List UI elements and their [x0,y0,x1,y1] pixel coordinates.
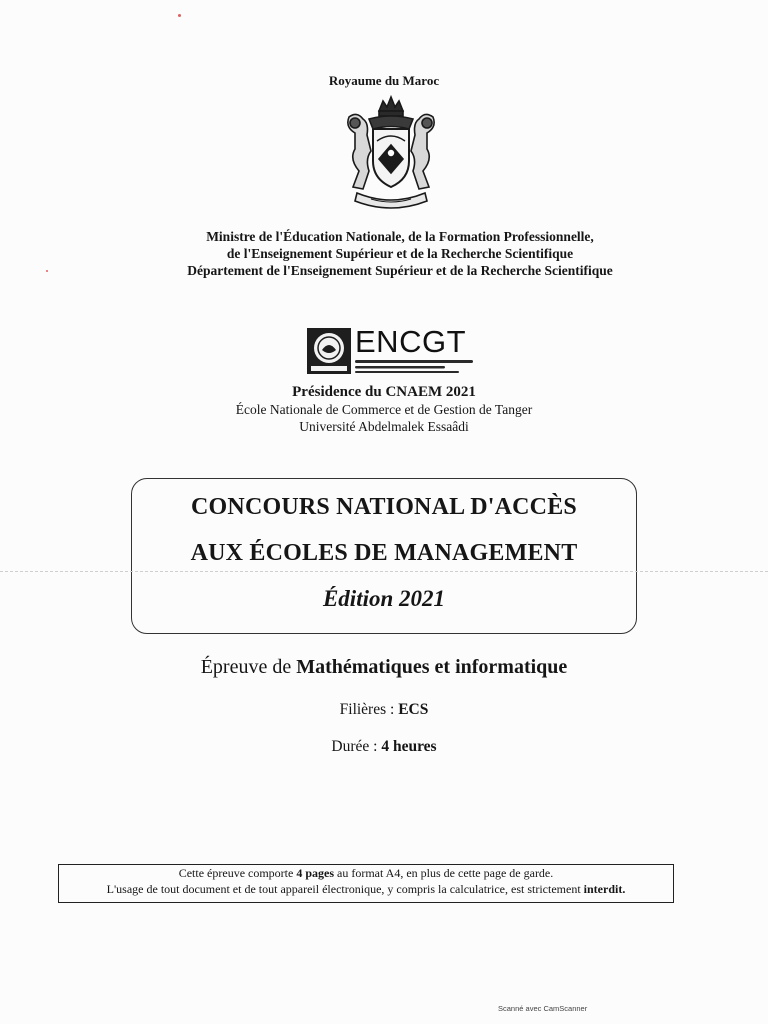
encgt-arabic-script-icon [355,358,475,376]
filieres-label: Filières : [339,701,395,718]
encgt-logo [307,324,482,378]
moroccan-coat-of-arms-icon [335,93,447,215]
scanner-watermark: Scanné avec CamScanner [498,1004,588,1013]
school-name: École Nationale de Commerce et de Gestion de Tanger [235,402,533,417]
ministry-line: Département de l'Enseignement Supérieur et de la Recherche Scientifique [187,263,613,278]
filieres-line [0,701,768,719]
notice-text: L'usage de tout document et de tout appareil électronique, y compris la calculatrice, est strictement [106,882,581,896]
notice-line-2 [58,882,674,897]
notice-text: Cette épreuve comporte [178,866,294,880]
exam-subject-prefix: Épreuve de [200,656,292,678]
exam-subject [0,656,768,679]
scan-streak [0,571,768,572]
encgt-seal-icon [307,328,351,374]
filieres-value: ECS [398,701,429,718]
exam-subject-name: Mathématiques et informatique [296,656,568,678]
scan-speck [46,270,48,272]
ministry-block [150,228,650,279]
notice-forbidden: interdit. [583,882,626,896]
kingdom-heading: Royaume du Maroc [328,73,440,88]
notice-text: au format A4, en plus de cette page de garde. [337,866,554,880]
presidence-heading: Présidence du CNAEM 2021 [292,384,476,400]
contest-title-line-2: AUX ÉCOLES DE MANAGEMENT [190,540,578,566]
scan-speck [178,14,181,17]
notice-line-1 [58,866,674,881]
notice-page-count: 4 pages [296,866,335,880]
ministry-line: de l'Enseignement Supérieur et de la Recherche Scientifique [226,246,574,261]
duree-label: Durée : [331,738,378,755]
university-name: Université Abdelmalek Essaâdi [299,419,469,434]
duree-value: 4 heures [381,738,437,755]
contest-title-line-1: CONCOURS NATIONAL D'ACCÈS [191,494,577,520]
ministry-line: Ministre de l'Éducation Nationale, de la Formation Professionnelle, [206,229,594,244]
edition-label: Édition 2021 [322,586,446,611]
encgt-acronym: ENCGT [355,324,466,359]
duree-line [0,738,768,756]
